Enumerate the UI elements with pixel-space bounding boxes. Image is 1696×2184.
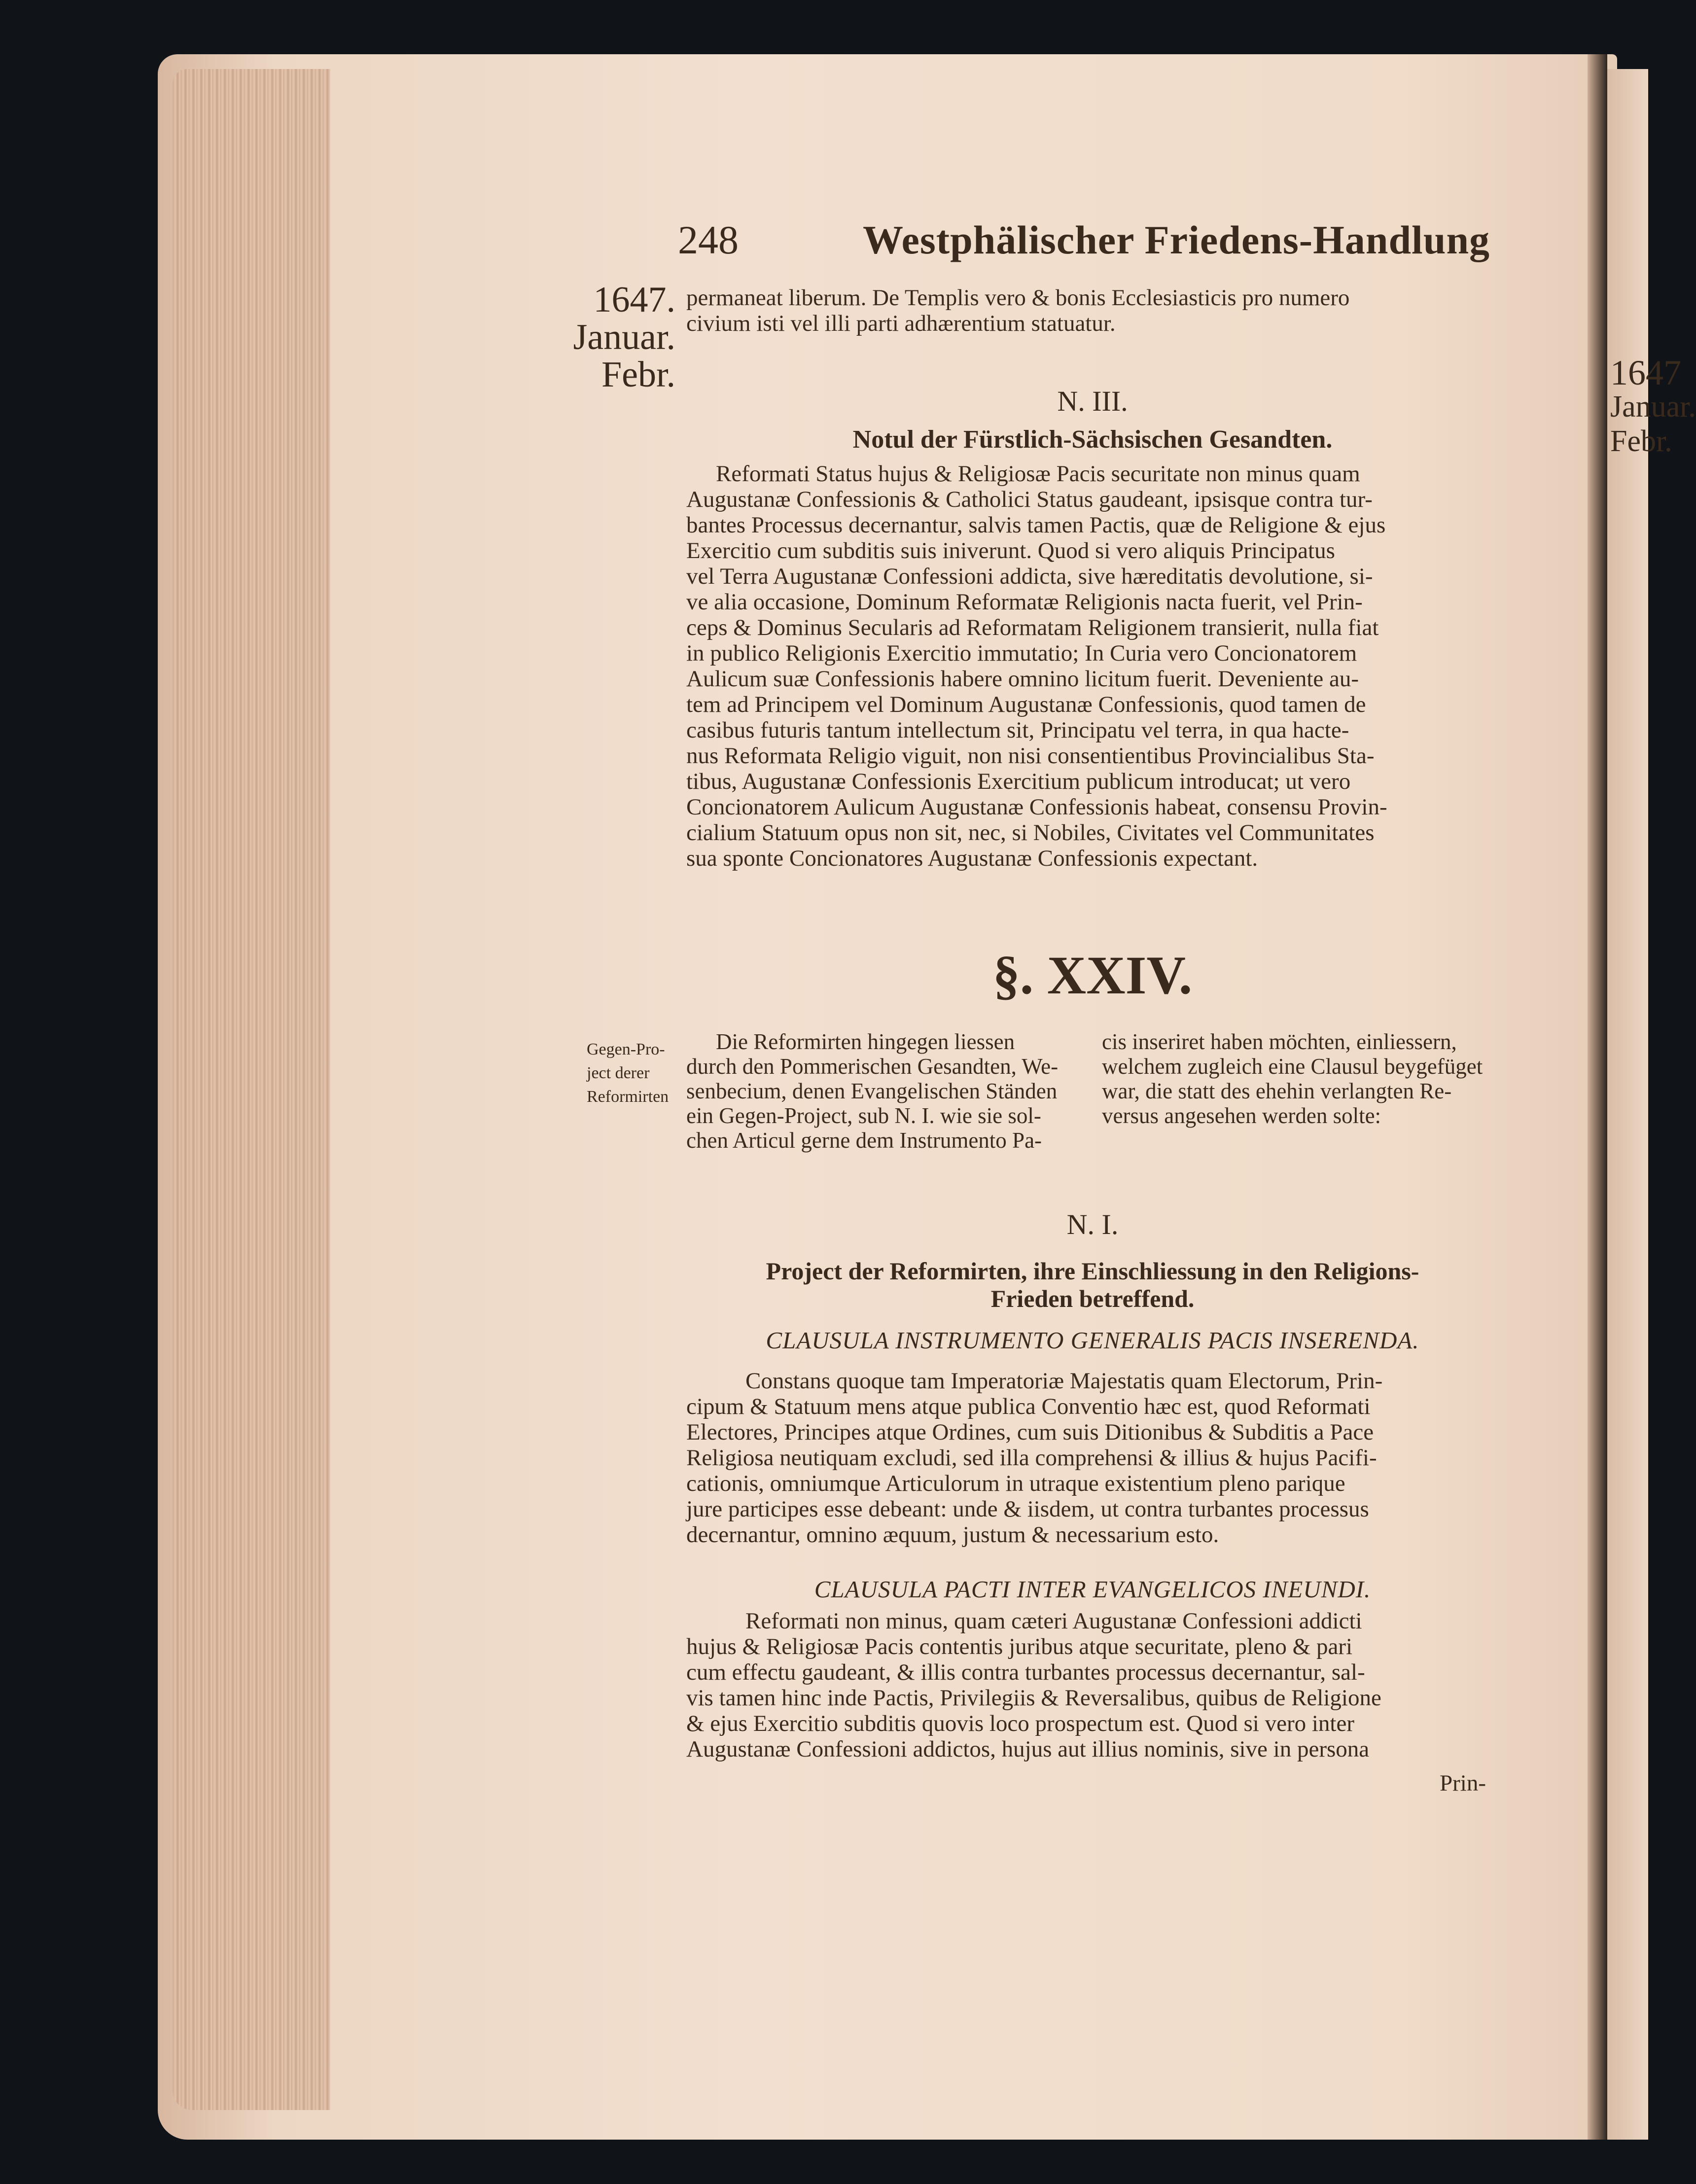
text-line: hujus & Religiosæ Pacis contentis juribus atque securitate, pleno & pari	[686, 1634, 1353, 1659]
n1-heading: N. I.	[1066, 1208, 1119, 1240]
margin-gloss	[587, 1038, 685, 1109]
text-line: Constans quoque tam Imperatoriæ Majestatis quam Electorum, Prin-	[745, 1368, 1383, 1394]
text-line: durch den Pommerischen Gesandten, We-	[686, 1054, 1059, 1079]
subheading-line: Frieden betreffend.	[990, 1285, 1195, 1312]
text-line: ceps & Dominus Secularis ad Reformatam Religionem transierit, nulla fiat	[686, 615, 1379, 640]
text-line: cis inseriret haben möchten, einliessern,	[1102, 1029, 1457, 1054]
page-edge-stack	[173, 69, 330, 2110]
text-line: Aulicum suæ Confessionis habere omnino licitum fuerit. Deveniente au-	[686, 666, 1359, 692]
text-line: war, die statt des ehehin verlangten Re-	[1102, 1079, 1452, 1103]
text-line: versus angesehen werden solte:	[1102, 1103, 1381, 1128]
text-line: chen Articul gerne dem Instrumento Pa-	[686, 1128, 1042, 1153]
text-line: senbecium, denen Evangelischen Ständen	[686, 1079, 1058, 1103]
text-line: cialium Statuum opus non sit, nec, si Nobiles, Civitates vel Communitates	[686, 820, 1375, 845]
margin-month2: Febr.	[601, 354, 675, 395]
text-line: vel Terra Augustanæ Confessioni addicta, sive hæreditatis devolutione, si-	[686, 564, 1373, 589]
text-line: Concionatorem Aulicum Augustanæ Confessionis habeat, consensu Provin-	[686, 794, 1387, 820]
text-line: Religiosa neutiquam excludi, sed illa comprehensi & illius & hujus Pacifi-	[686, 1445, 1377, 1471]
gloss-line: ject derer	[587, 1064, 650, 1082]
margin-year: 1647.	[593, 280, 675, 320]
text-line: & ejus Exercitio subditis quovis loco prospectum est. Quod si vero inter	[686, 1711, 1354, 1736]
gloss-line: Gegen-Pro-	[587, 1040, 665, 1058]
clausula1-paragraph	[686, 1368, 1499, 1548]
book-gutter	[1588, 54, 1607, 2140]
gloss-line: Reformirten	[587, 1088, 669, 1106]
text-line: nus Reformata Religio viguit, non nisi consentientibus Provincialibus Sta-	[686, 743, 1375, 769]
text-line: vis tamen hinc inde Pactis, Privilegiis & Reversalibus, quibus de Religione	[686, 1685, 1381, 1711]
catchword: Prin-	[1440, 1770, 1486, 1796]
margin-date	[569, 281, 675, 393]
text-line: cipum & Statuum mens atque publica Conventio hæc est, quod Reformati	[686, 1394, 1371, 1419]
text-line: permaneat liberum. De Templis vero & bonis Ecclesiasticis pro numero	[686, 285, 1350, 311]
text-line: in publico Religionis Exercitio immutatio; In Curia vero Concionatorem	[686, 640, 1357, 666]
clausula2-title: CLAUSULA PACTI INTER EVANGELICOS INEUNDI.	[814, 1576, 1371, 1603]
page-number: 248	[678, 217, 739, 262]
n3-paragraph	[686, 461, 1499, 871]
text-line: casibus futuris tantum intellectum sit, Principatu vel terra, in qua hacte-	[686, 717, 1349, 743]
clausula1-title: CLAUSULA INSTRUMENTO GENERALIS PACIS INSERENDA.	[766, 1327, 1419, 1354]
text-line: cum effectu gaudeant, & illis contra turbantes processus decernantur, sal-	[686, 1659, 1365, 1685]
next-page-sliver	[1607, 69, 1696, 2140]
text-line: Die Reformirten hingegen liessen	[716, 1029, 1015, 1054]
intro-paragraph	[686, 285, 1499, 336]
column-left	[686, 1029, 1081, 1153]
text-line: Augustanæ Confessioni addictos, hujus aut illius nominis, sive in persona	[686, 1736, 1370, 1762]
n3-subheading: Notul der Fürstlich-Sächsischen Gesandten.	[852, 425, 1333, 454]
n1-subheading	[686, 1257, 1499, 1312]
text-line: jure participes esse debeant: unde & iisdem, ut contra turbantes processus	[686, 1496, 1369, 1522]
clausula2-paragraph	[686, 1608, 1499, 1762]
text-line: Electores, Principes atque Ordines, cum suis Ditionibus & Subditis a Pace	[686, 1419, 1374, 1445]
text-line: sua sponte Concionatores Augustanæ Confessionis expectant.	[686, 845, 1258, 871]
text-line: ve alia occasione, Dominum Reformatæ Religionis nacta fuerit, vel Prin-	[686, 589, 1363, 615]
text-line: ein Gegen-Project, sub N. I. wie sie sol-	[686, 1103, 1041, 1128]
section-title: §. XXIV.	[992, 945, 1193, 1005]
text-line: bantes Processus decernantur, salvis tamen Pactis, quæ de Religione & ejus	[686, 512, 1386, 538]
text-line: Reformati non minus, quam cæteri Augustanæ Confessioni addicti	[745, 1608, 1362, 1634]
text-line: civium isti vel illi parti adhærentium statuatur.	[686, 311, 1116, 336]
sliver-year: 1647	[1610, 353, 1681, 392]
column-right	[1102, 1029, 1499, 1128]
text-line: Exercitio cum subditis suis iniverunt. Quod si vero aliquis Principatus	[686, 538, 1335, 564]
subheading-line: Project der Reformirten, ihre Einschliessung in den Religions-	[766, 1257, 1419, 1285]
text-line: decernantur, omnino æquum, justum & necessarium esto.	[686, 1522, 1219, 1548]
sliver-month1: Januar.	[1610, 390, 1696, 423]
text-line: cationis, omniumque Articulorum in utraque existentium pleno parique	[686, 1471, 1345, 1496]
n3-heading: N. III.	[1057, 385, 1128, 417]
text-line: Augustanæ Confessionis & Catholici Status gaudeant, ipsisque contra tur-	[686, 487, 1373, 512]
text-line: tibus, Augustanæ Confessionis Exercitium publicum introducat; ut vero	[686, 769, 1351, 794]
text-line: tem ad Principem vel Dominum Augustanæ Confessionis, quod tamen de	[686, 692, 1366, 717]
text-line: welchem zugleich eine Clausul beygefüget	[1102, 1054, 1483, 1079]
margin-month1: Januar.	[573, 317, 675, 357]
sliver-month2: Febr.	[1610, 424, 1672, 458]
text-line: Reformati Status hujus & Religiosæ Pacis securitate non minus quam	[716, 461, 1360, 487]
running-title: Westphälischer Friedens-Handlung	[863, 217, 1490, 262]
